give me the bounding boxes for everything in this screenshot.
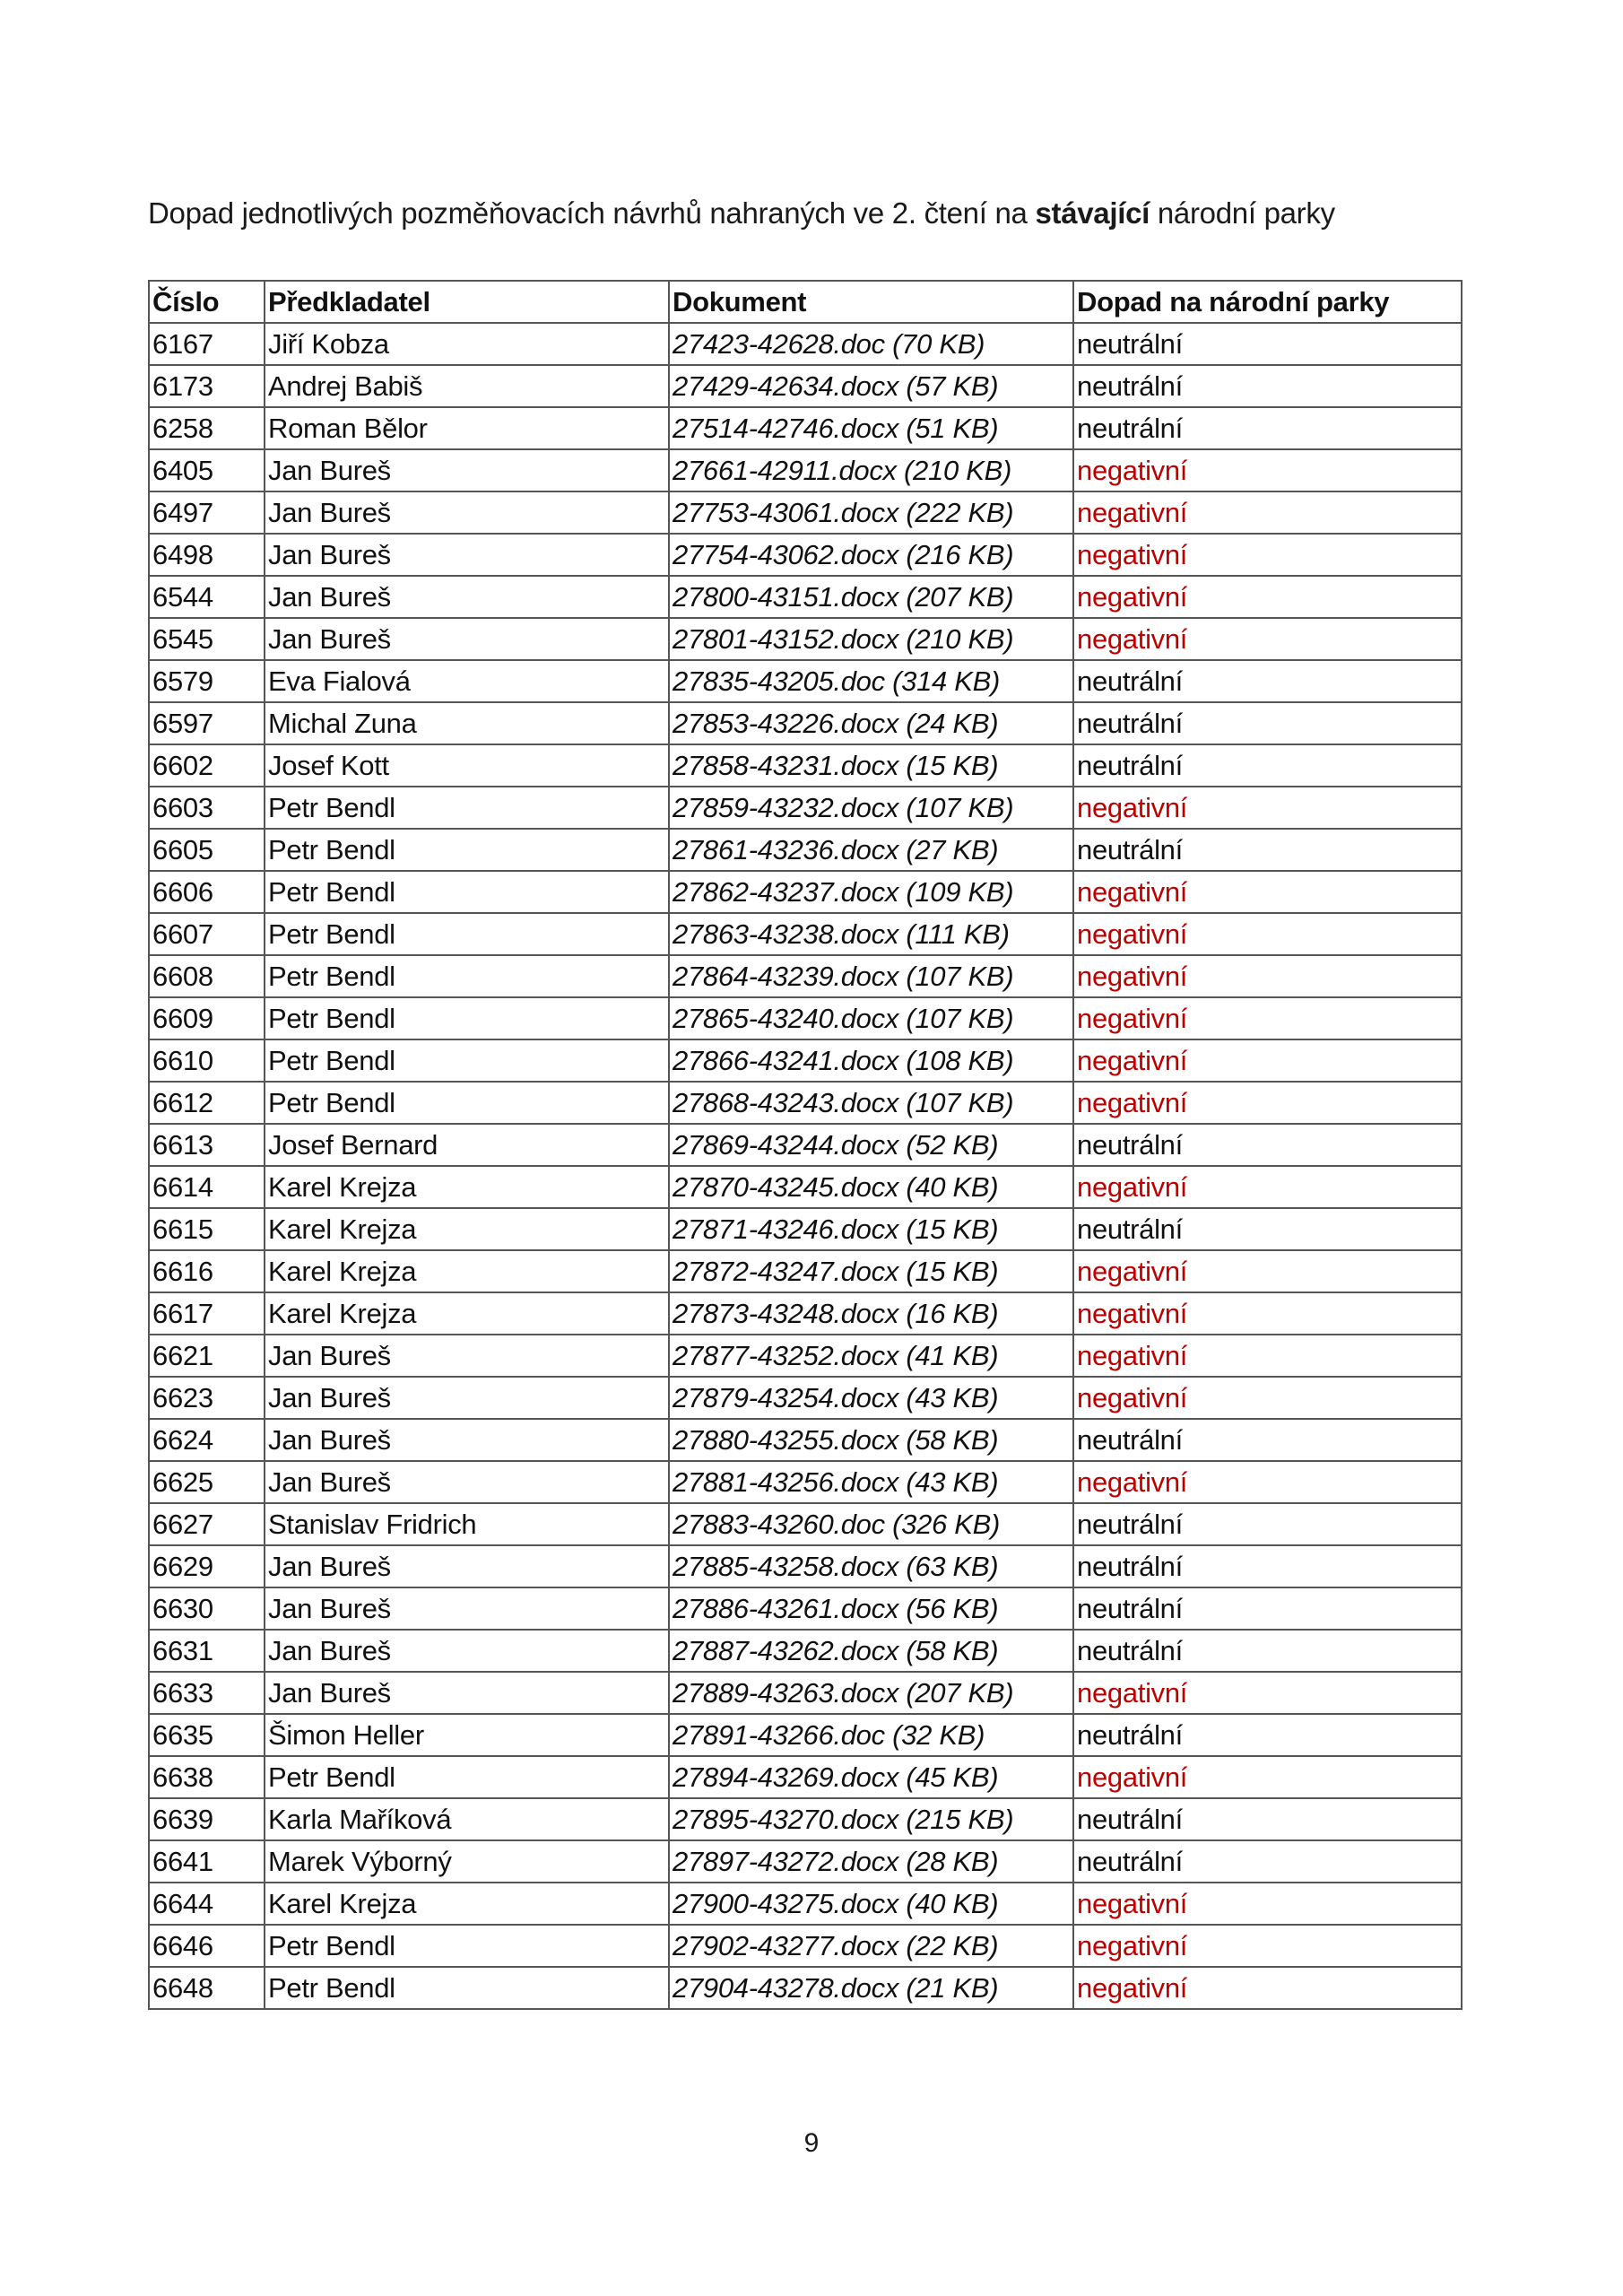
cell-number: 6624 [149,1419,265,1461]
impact-status: neutrální [1073,1714,1462,1756]
cell-number: 6631 [149,1630,265,1672]
cell-author: Jan Bureš [265,1545,669,1587]
cell-number: 6607 [149,913,265,955]
cell-document: 27880-43255.docx (58 KB) [669,1419,1073,1461]
cell-author: Jan Bureš [265,1587,669,1630]
table-row [149,1419,1462,1461]
impact-status: negativní [1073,1756,1462,1798]
cell-author: Petr Bendl [265,1925,669,1967]
table-row [149,829,1462,871]
cell-document: 27883-43260.doc (326 KB) [669,1503,1073,1545]
table-row [149,1377,1462,1419]
impact-status: neutrální [1073,1208,1462,1250]
cell-author: Josef Bernard [265,1124,669,1166]
cell-document: 27866-43241.docx (108 KB) [669,1039,1073,1082]
impact-status: neutrální [1073,1503,1462,1545]
table-row [149,1124,1462,1166]
cell-author: Karel Krejza [265,1250,669,1292]
cell-author: Stanislav Fridrich [265,1503,669,1545]
cell-document: 27900-43275.docx (40 KB) [669,1883,1073,1925]
table-row [149,1798,1462,1840]
cell-number: 6545 [149,618,265,660]
cell-number: 6544 [149,576,265,618]
cell-number: 6613 [149,1124,265,1166]
cell-author: Jan Bureš [265,576,669,618]
table-row [149,1925,1462,1967]
title-emphasis: stávající [1035,196,1150,230]
table-row [149,787,1462,829]
cell-number: 6497 [149,491,265,534]
cell-author: Jan Bureš [265,1377,669,1419]
cell-number: 6498 [149,534,265,576]
cell-document: 27835-43205.doc (314 KB) [669,660,1073,702]
cell-number: 6258 [149,407,265,449]
impact-status: negativní [1073,576,1462,618]
cell-author: Petr Bendl [265,829,669,871]
table-header-row [149,281,1462,323]
cell-document: 27881-43256.docx (43 KB) [669,1461,1073,1503]
impact-status: negativní [1073,1377,1462,1419]
cell-number: 6597 [149,702,265,744]
cell-document: 27423-42628.doc (70 KB) [669,323,1073,365]
impact-status: negativní [1073,1967,1462,2009]
cell-number: 6614 [149,1166,265,1208]
table-row [149,407,1462,449]
impact-status: negativní [1073,1335,1462,1377]
impact-status: neutrální [1073,365,1462,407]
cell-author: Andrej Babiš [265,365,669,407]
impact-status: neutrální [1073,702,1462,744]
cell-author: Petr Bendl [265,871,669,913]
table-row [149,1714,1462,1756]
cell-author: Jan Bureš [265,618,669,660]
impact-status: negativní [1073,955,1462,997]
table-row [149,955,1462,997]
cell-document: 27886-43261.docx (56 KB) [669,1587,1073,1630]
cell-author: Petr Bendl [265,1967,669,2009]
impact-status: negativní [1073,1883,1462,1925]
cell-number: 6633 [149,1672,265,1714]
cell-document: 27879-43254.docx (43 KB) [669,1377,1073,1419]
cell-document: 27897-43272.docx (28 KB) [669,1840,1073,1883]
table-row [149,1545,1462,1587]
cell-number: 6606 [149,871,265,913]
column-header-impact: Dopad na národní parky [1073,281,1462,323]
cell-document: 27862-43237.docx (109 KB) [669,871,1073,913]
cell-author: Eva Fialová [265,660,669,702]
page-number: 9 [803,2128,820,2158]
table-row [149,744,1462,787]
cell-author: Karel Krejza [265,1208,669,1250]
impact-status: neutrální [1073,744,1462,787]
cell-author: Karel Krejza [265,1883,669,1925]
cell-number: 6630 [149,1587,265,1630]
cell-document: 27904-43278.docx (21 KB) [669,1967,1073,2009]
impact-status: neutrální [1073,1419,1462,1461]
cell-author: Petr Bendl [265,1756,669,1798]
cell-document: 27853-43226.docx (24 KB) [669,702,1073,744]
cell-number: 6625 [149,1461,265,1503]
cell-document: 27864-43239.docx (107 KB) [669,955,1073,997]
column-header-document: Dokument [669,281,1073,323]
cell-author: Jan Bureš [265,1335,669,1377]
title-suffix: národní parky [1150,196,1335,230]
table-row [149,1292,1462,1335]
table-row [149,702,1462,744]
cell-number: 6605 [149,829,265,871]
cell-number: 6621 [149,1335,265,1377]
cell-number: 6646 [149,1925,265,1967]
cell-author: Petr Bendl [265,913,669,955]
cell-number: 6609 [149,997,265,1039]
cell-document: 27661-42911.docx (210 KB) [669,449,1073,491]
cell-author: Karel Krejza [265,1292,669,1335]
cell-author: Jan Bureš [265,449,669,491]
cell-author: Petr Bendl [265,955,669,997]
cell-number: 6608 [149,955,265,997]
table-row [149,1208,1462,1250]
title-prefix: Dopad jednotlivých pozměňovacích návrhů nahraných ve 2. čtení na [148,196,1036,230]
cell-number: 6616 [149,1250,265,1292]
impact-status: neutrální [1073,1545,1462,1587]
cell-author: Josef Kott [265,744,669,787]
impact-status: negativní [1073,534,1462,576]
cell-document: 27753-43061.docx (222 KB) [669,491,1073,534]
impact-status: neutrální [1073,660,1462,702]
cell-number: 6648 [149,1967,265,2009]
cell-author: Karla Maříková [265,1798,669,1840]
cell-number: 6167 [149,323,265,365]
cell-author: Jan Bureš [265,1630,669,1672]
impact-status: neutrální [1073,407,1462,449]
impact-status: negativní [1073,449,1462,491]
cell-number: 6617 [149,1292,265,1335]
cell-document: 27877-43252.docx (41 KB) [669,1335,1073,1377]
table-row [149,449,1462,491]
cell-author: Jan Bureš [265,491,669,534]
cell-author: Petr Bendl [265,997,669,1039]
cell-number: 6629 [149,1545,265,1587]
cell-document: 27872-43247.docx (15 KB) [669,1250,1073,1292]
cell-document: 27873-43248.docx (16 KB) [669,1292,1073,1335]
cell-number: 6644 [149,1883,265,1925]
table-row [149,997,1462,1039]
table-row [149,1250,1462,1292]
table-row [149,365,1462,407]
cell-document: 27429-42634.docx (57 KB) [669,365,1073,407]
cell-document: 27885-43258.docx (63 KB) [669,1545,1073,1587]
impact-status: negativní [1073,618,1462,660]
cell-document: 27801-43152.docx (210 KB) [669,618,1073,660]
cell-document: 27891-43266.doc (32 KB) [669,1714,1073,1756]
cell-number: 6173 [149,365,265,407]
cell-document: 27871-43246.docx (15 KB) [669,1208,1073,1250]
cell-document: 27894-43269.docx (45 KB) [669,1756,1073,1798]
cell-author: Marek Výborný [265,1840,669,1883]
table-body [149,323,1462,2009]
amendments-table [148,280,1462,2010]
cell-document: 27800-43151.docx (207 KB) [669,576,1073,618]
cell-number: 6612 [149,1082,265,1124]
table-row [149,618,1462,660]
cell-number: 6602 [149,744,265,787]
table-row [149,1503,1462,1545]
page-title [148,196,1335,231]
cell-author: Michal Zuna [265,702,669,744]
cell-document: 27865-43240.docx (107 KB) [669,997,1073,1039]
cell-number: 6603 [149,787,265,829]
impact-status: negativní [1073,1461,1462,1503]
impact-status: neutrální [1073,1840,1462,1883]
cell-number: 6639 [149,1798,265,1840]
cell-number: 6615 [149,1208,265,1250]
table-row [149,323,1462,365]
cell-number: 6579 [149,660,265,702]
impact-status: negativní [1073,997,1462,1039]
impact-status: negativní [1073,1925,1462,1967]
table-row [149,913,1462,955]
table-row [149,660,1462,702]
impact-status: negativní [1073,787,1462,829]
cell-document: 27514-42746.docx (51 KB) [669,407,1073,449]
table-row [149,1967,1462,2009]
cell-document: 27870-43245.docx (40 KB) [669,1166,1073,1208]
table-row [149,491,1462,534]
impact-status: negativní [1073,1292,1462,1335]
impact-status: negativní [1073,1082,1462,1124]
cell-document: 27859-43232.docx (107 KB) [669,787,1073,829]
table-row [149,1461,1462,1503]
table-row [149,1672,1462,1714]
impact-status: neutrální [1073,829,1462,871]
table-row [149,534,1462,576]
column-header-number: Číslo [149,281,265,323]
cell-author: Petr Bendl [265,787,669,829]
cell-document: 27863-43238.docx (111 KB) [669,913,1073,955]
cell-author: Roman Bělor [265,407,669,449]
cell-document: 27889-43263.docx (207 KB) [669,1672,1073,1714]
impact-status: negativní [1073,871,1462,913]
cell-number: 6623 [149,1377,265,1419]
table-row [149,1166,1462,1208]
cell-author: Jan Bureš [265,1672,669,1714]
table-row [149,1630,1462,1672]
cell-author: Petr Bendl [265,1039,669,1082]
impact-status: negativní [1073,1250,1462,1292]
cell-document: 27858-43231.docx (15 KB) [669,744,1073,787]
table-row [149,1082,1462,1124]
table-row [149,1883,1462,1925]
cell-number: 6610 [149,1039,265,1082]
impact-status: neutrální [1073,1587,1462,1630]
table-row [149,871,1462,913]
impact-status: negativní [1073,1039,1462,1082]
table-row [149,1756,1462,1798]
cell-document: 27902-43277.docx (22 KB) [669,1925,1073,1967]
impact-status: neutrální [1073,1798,1462,1840]
impact-status: negativní [1073,1672,1462,1714]
cell-document: 27895-43270.docx (215 KB) [669,1798,1073,1840]
cell-author: Jiří Kobza [265,323,669,365]
cell-author: Petr Bendl [265,1082,669,1124]
cell-author: Jan Bureš [265,534,669,576]
cell-author: Jan Bureš [265,1461,669,1503]
table-row [149,1335,1462,1377]
table-row [149,1039,1462,1082]
cell-number: 6405 [149,449,265,491]
cell-author: Jan Bureš [265,1419,669,1461]
cell-number: 6641 [149,1840,265,1883]
cell-number: 6627 [149,1503,265,1545]
table-row [149,1587,1462,1630]
table-row [149,576,1462,618]
cell-document: 27869-43244.docx (52 KB) [669,1124,1073,1166]
cell-author: Karel Krejza [265,1166,669,1208]
cell-document: 27861-43236.docx (27 KB) [669,829,1073,871]
column-header-author: Předkladatel [265,281,669,323]
cell-document: 27754-43062.docx (216 KB) [669,534,1073,576]
cell-document: 27887-43262.docx (58 KB) [669,1630,1073,1672]
impact-status: neutrální [1073,1124,1462,1166]
table-row [149,1840,1462,1883]
impact-status: neutrální [1073,323,1462,365]
impact-status: negativní [1073,491,1462,534]
impact-status: neutrální [1073,1630,1462,1672]
cell-number: 6635 [149,1714,265,1756]
cell-document: 27868-43243.docx (107 KB) [669,1082,1073,1124]
impact-status: negativní [1073,913,1462,955]
cell-author: Šimon Heller [265,1714,669,1756]
cell-number: 6638 [149,1756,265,1798]
impact-status: negativní [1073,1166,1462,1208]
